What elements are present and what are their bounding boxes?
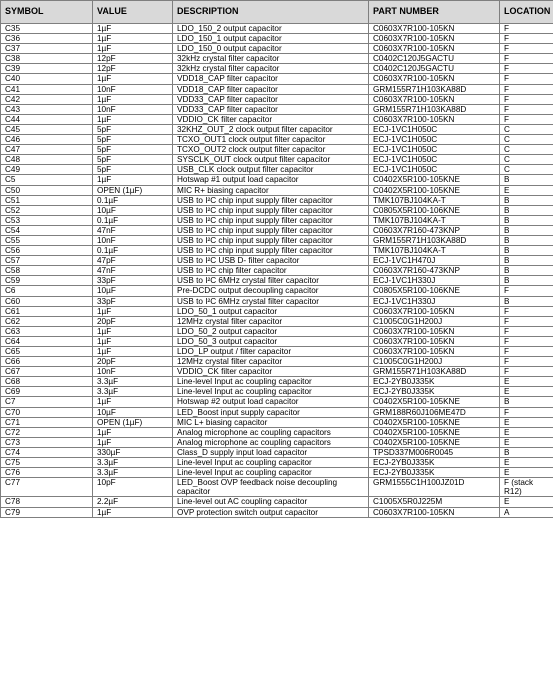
cell-description: MIC L+ biasing capacitor — [173, 417, 369, 427]
cell-part-number: GRM155R71H103KA88D — [369, 104, 500, 114]
cell-symbol: C54 — [1, 225, 93, 235]
cell-location: F (stack R12) — [500, 478, 553, 497]
cell-description: USB to I²C 6MHz crystal filter capacitor — [173, 276, 369, 286]
cell-location: B — [500, 256, 553, 266]
cell-part-number: ECJ-1VC1H470J — [369, 256, 500, 266]
cell-location: B — [500, 246, 553, 256]
cell-description: Line-level Input ac coupling capacitor — [173, 468, 369, 478]
cell-part-number: C1005C0G1H200J — [369, 357, 500, 367]
table-row — [1, 347, 553, 357]
cell-description: USB to I²C chip input supply filter capacitor — [173, 215, 369, 225]
cell-description: LDO_150_1 output capacitor — [173, 34, 369, 44]
table-row — [1, 427, 553, 437]
cell-description: USB to I²C chip input supply filter capacitor — [173, 235, 369, 245]
cell-part-number: C0603X7R100-105KN — [369, 507, 500, 517]
cell-part-number: C0402X5R100-105KNE — [369, 175, 500, 185]
table-row — [1, 458, 553, 468]
table-row — [1, 478, 553, 497]
cell-symbol: C71 — [1, 417, 93, 427]
table-row — [1, 316, 553, 326]
table-row — [1, 24, 553, 34]
cell-location: F — [500, 347, 553, 357]
cell-symbol: C48 — [1, 155, 93, 165]
cell-description: OVP protection switch output capacitor — [173, 507, 369, 517]
cell-value: 1µF — [93, 175, 173, 185]
header-symbol: SYMBOL — [1, 1, 93, 24]
cell-description: USB to I²C chip input supply filter capacitor — [173, 195, 369, 205]
cell-location: F — [500, 34, 553, 44]
cell-symbol: C58 — [1, 266, 93, 276]
cell-part-number: C0603X7R100-105KN — [369, 114, 500, 124]
cell-location: B — [500, 447, 553, 457]
cell-symbol: C72 — [1, 427, 93, 437]
cell-value: 3.3µF — [93, 468, 173, 478]
cell-location: E — [500, 437, 553, 447]
table-body — [1, 24, 553, 518]
cell-value: 1µF — [93, 114, 173, 124]
cell-value: 1µF — [93, 24, 173, 34]
cell-symbol: C45 — [1, 124, 93, 134]
cell-location: F — [500, 286, 553, 296]
cell-location: B — [500, 276, 553, 286]
cell-location: F — [500, 306, 553, 316]
cell-value: 1µF — [93, 306, 173, 316]
cell-value: 3.3µF — [93, 458, 173, 468]
cell-description: USB to I²C chip input supply filter capacitor — [173, 246, 369, 256]
cell-description: LDO_LP output / filter capacitor — [173, 347, 369, 357]
cell-part-number: TPSD337M006R0045 — [369, 447, 500, 457]
cell-location: F — [500, 54, 553, 64]
cell-location: F — [500, 357, 553, 367]
cell-part-number: ECJ-1VC1H050C — [369, 165, 500, 175]
cell-value: 1µF — [93, 94, 173, 104]
cell-value: 5pF — [93, 135, 173, 145]
cell-symbol: C57 — [1, 256, 93, 266]
cell-description: 32kHz crystal filter capacitor — [173, 64, 369, 74]
table-row — [1, 135, 553, 145]
cell-part-number: C0603X7R100-105KN — [369, 347, 500, 357]
cell-part-number: C0402X5R100-105KNE — [369, 427, 500, 437]
table-row — [1, 175, 553, 185]
cell-value: 2.2µF — [93, 497, 173, 507]
cell-description: LDO_50_2 output capacitor — [173, 326, 369, 336]
cell-part-number: C0603X7R100-105KN — [369, 94, 500, 104]
cell-part-number: GRM188R60J106ME47D — [369, 407, 500, 417]
cell-symbol: C46 — [1, 135, 93, 145]
header-part-number: PART NUMBER — [369, 1, 500, 24]
cell-value: 1µF — [93, 326, 173, 336]
cell-description: Line-level out AC coupling capacitor — [173, 497, 369, 507]
cell-description: Line-level Input ac coupling capacitor — [173, 377, 369, 387]
cell-symbol: C49 — [1, 165, 93, 175]
cell-location: C — [500, 124, 553, 134]
cell-value: 330µF — [93, 447, 173, 457]
cell-value: 3.3µF — [93, 387, 173, 397]
cell-symbol: C51 — [1, 195, 93, 205]
cell-description: 12MHz crystal filter capacitor — [173, 316, 369, 326]
cell-symbol: C5 — [1, 175, 93, 185]
cell-location: B — [500, 397, 553, 407]
cell-value: 0.1µF — [93, 215, 173, 225]
cell-value: 10pF — [93, 478, 173, 497]
table-header — [1, 1, 553, 24]
cell-part-number: C0805X5R100-106KNE — [369, 205, 500, 215]
cell-description: USB to I²C chip input supply filter capacitor — [173, 225, 369, 235]
table-row — [1, 407, 553, 417]
cell-location: F — [500, 64, 553, 74]
cell-part-number: C0603X7R160-473KNP — [369, 225, 500, 235]
cell-location: A — [500, 507, 553, 517]
cell-part-number: ECJ-1VC1H330J — [369, 296, 500, 306]
cell-description: Hotswap #2 output load capacitor — [173, 397, 369, 407]
cell-symbol: C39 — [1, 64, 93, 74]
cell-description: Hotswap #1 output load capacitor — [173, 175, 369, 185]
cell-location: C — [500, 145, 553, 155]
table-row — [1, 205, 553, 215]
cell-symbol: C75 — [1, 458, 93, 468]
cell-location: F — [500, 104, 553, 114]
cell-description: LED_Boost OVP feedback noise decoupling capacitor — [173, 478, 369, 497]
cell-value: 20pF — [93, 357, 173, 367]
cell-location: F — [500, 94, 553, 104]
cell-location: E — [500, 417, 553, 427]
cell-value: 12pF — [93, 64, 173, 74]
cell-symbol: C53 — [1, 215, 93, 225]
cell-location: C — [500, 165, 553, 175]
cell-part-number: ECJ-2YB0J335K — [369, 387, 500, 397]
cell-value: 33pF — [93, 276, 173, 286]
table-row — [1, 296, 553, 306]
cell-part-number: C0402C120J5GACTU — [369, 64, 500, 74]
cell-location: F — [500, 326, 553, 336]
table-row — [1, 377, 553, 387]
cell-part-number: C1005X5R0J225M — [369, 497, 500, 507]
cell-part-number: C0603X7R100-105KN — [369, 44, 500, 54]
cell-value: 1µF — [93, 44, 173, 54]
cell-value: 1µF — [93, 437, 173, 447]
cell-value: 5pF — [93, 165, 173, 175]
table-row — [1, 215, 553, 225]
cell-value: 33pF — [93, 296, 173, 306]
cell-value: 1µF — [93, 427, 173, 437]
cell-part-number: GRM155R71H103KA88D — [369, 367, 500, 377]
cell-symbol: C64 — [1, 336, 93, 346]
cell-part-number: ECJ-2YB0J335K — [369, 458, 500, 468]
cell-description: Analog microphone ac coupling capacitors — [173, 427, 369, 437]
cell-description: LDO_150_0 output capacitor — [173, 44, 369, 54]
cell-description: USB to I²C chip filter capacitor — [173, 266, 369, 276]
table-row — [1, 155, 553, 165]
cell-symbol: C76 — [1, 468, 93, 478]
cell-part-number: ECJ-1VC1H330J — [369, 276, 500, 286]
cell-description: Class_D supply input load capacitor — [173, 447, 369, 457]
cell-value: 5pF — [93, 145, 173, 155]
cell-description: LDO_50_1 output capacitor — [173, 306, 369, 316]
cell-value: 1µF — [93, 507, 173, 517]
table-row — [1, 195, 553, 205]
cell-symbol: C44 — [1, 114, 93, 124]
cell-symbol: C6 — [1, 286, 93, 296]
table-row — [1, 397, 553, 407]
table-row — [1, 225, 553, 235]
table-row — [1, 74, 553, 84]
cell-location: B — [500, 195, 553, 205]
cell-part-number: C0603X7R100-105KN — [369, 326, 500, 336]
cell-part-number: C0402X5R100-105KNE — [369, 185, 500, 195]
cell-symbol: C61 — [1, 306, 93, 316]
cell-description: 32kHz crystal filter capacitor — [173, 54, 369, 64]
cell-value: 1µF — [93, 347, 173, 357]
table-row — [1, 256, 553, 266]
table-row — [1, 387, 553, 397]
cell-location: F — [500, 367, 553, 377]
cell-description: MIC R+ biasing capacitor — [173, 185, 369, 195]
table-row — [1, 266, 553, 276]
cell-description: USB to I²C USB D- filter capacitor — [173, 256, 369, 266]
table-row — [1, 104, 553, 114]
cell-part-number: C0603X7R100-105KN — [369, 306, 500, 316]
cell-location: B — [500, 175, 553, 185]
cell-value: 20pF — [93, 316, 173, 326]
cell-symbol: C36 — [1, 34, 93, 44]
header-location: LOCATION — [500, 1, 553, 24]
table-row — [1, 145, 553, 155]
table-row — [1, 306, 553, 316]
cell-value: 1µF — [93, 74, 173, 84]
cell-symbol: C77 — [1, 478, 93, 497]
cell-description: USB to I²C 6MHz crystal filter capacitor — [173, 296, 369, 306]
cell-symbol: C74 — [1, 447, 93, 457]
table-row — [1, 447, 553, 457]
cell-part-number: C0402C120J5GACTU — [369, 54, 500, 64]
cell-location: E — [500, 468, 553, 478]
cell-value: 0.1µF — [93, 246, 173, 256]
cell-location: B — [500, 235, 553, 245]
cell-part-number: C0603X7R100-105KN — [369, 24, 500, 34]
cell-value: 10nF — [93, 235, 173, 245]
cell-description: Pre-DCDC output decoupling capacitor — [173, 286, 369, 296]
cell-symbol: C73 — [1, 437, 93, 447]
cell-value: OPEN (1µF) — [93, 417, 173, 427]
cell-value: 1µF — [93, 336, 173, 346]
table-row — [1, 114, 553, 124]
cell-description: LDO_150_2 output capacitor — [173, 24, 369, 34]
table-row — [1, 336, 553, 346]
cell-location: E — [500, 377, 553, 387]
cell-location: B — [500, 296, 553, 306]
cell-value: 47nF — [93, 266, 173, 276]
cell-symbol: C65 — [1, 347, 93, 357]
cell-description: VDD18_CAP filter capacitor — [173, 74, 369, 84]
table-row — [1, 286, 553, 296]
cell-symbol: C50 — [1, 185, 93, 195]
table-row — [1, 94, 553, 104]
cell-symbol: C40 — [1, 74, 93, 84]
cell-location: E — [500, 387, 553, 397]
cell-value: 10nF — [93, 367, 173, 377]
table-row — [1, 357, 553, 367]
table-row — [1, 437, 553, 447]
cell-symbol: C37 — [1, 44, 93, 54]
cell-value: 5pF — [93, 155, 173, 165]
table-row — [1, 417, 553, 427]
cell-part-number: C0603X7R100-105KN — [369, 74, 500, 84]
cell-symbol: C43 — [1, 104, 93, 114]
cell-location: E — [500, 427, 553, 437]
cell-part-number: C0805X5R100-106KNE — [369, 286, 500, 296]
cell-symbol: C59 — [1, 276, 93, 286]
cell-symbol: C79 — [1, 507, 93, 517]
cell-part-number: ECJ-1VC1H050C — [369, 135, 500, 145]
cell-location: C — [500, 155, 553, 165]
cell-description: USB to I²C chip input supply filter capacitor — [173, 205, 369, 215]
cell-location: F — [500, 24, 553, 34]
header-value: VALUE — [93, 1, 173, 24]
cell-location: F — [500, 336, 553, 346]
cell-part-number: ECJ-1VC1H050C — [369, 145, 500, 155]
cell-location: E — [500, 458, 553, 468]
cell-location: F — [500, 74, 553, 84]
cell-symbol: C35 — [1, 24, 93, 34]
cell-symbol: C56 — [1, 246, 93, 256]
cell-symbol: C63 — [1, 326, 93, 336]
cell-part-number: ECJ-2YB0J335K — [369, 377, 500, 387]
cell-description: Analog microphone ac coupling capacitors — [173, 437, 369, 447]
cell-symbol: C62 — [1, 316, 93, 326]
table-row — [1, 235, 553, 245]
cell-location: F — [500, 407, 553, 417]
cell-symbol: C38 — [1, 54, 93, 64]
cell-value: 1µF — [93, 34, 173, 44]
cell-symbol: C47 — [1, 145, 93, 155]
cell-location: F — [500, 44, 553, 54]
cell-part-number: ECJ-2YB0J335K — [369, 468, 500, 478]
cell-part-number: C0402X5R100-105KNE — [369, 437, 500, 447]
cell-part-number: C0603X7R160-473KNP — [369, 266, 500, 276]
cell-value: 47pF — [93, 256, 173, 266]
table-row — [1, 497, 553, 507]
table-row — [1, 84, 553, 94]
cell-description: VDD18_CAP filter capacitor — [173, 84, 369, 94]
table-row — [1, 124, 553, 134]
cell-location: F — [500, 84, 553, 94]
cell-symbol: C42 — [1, 94, 93, 104]
cell-part-number: GRM1555C1H100JZ01D — [369, 478, 500, 497]
table-row — [1, 64, 553, 74]
table-row — [1, 276, 553, 286]
cell-part-number: GRM155R71H103KA88D — [369, 84, 500, 94]
cell-part-number: ECJ-1VC1H050C — [369, 124, 500, 134]
cell-description: 12MHz crystal filter capacitor — [173, 357, 369, 367]
cell-description: TCXO_OUT2 clock output filter capacitor — [173, 145, 369, 155]
cell-description: VDDIO_CK filter capacitor — [173, 367, 369, 377]
cell-symbol: C67 — [1, 367, 93, 377]
cell-symbol: C52 — [1, 205, 93, 215]
table-row — [1, 34, 553, 44]
cell-part-number: TMK107BJ104KA-T — [369, 195, 500, 205]
header-description: DESCRIPTION — [173, 1, 369, 24]
cell-description: 32KHZ_OUT_2 clock output filter capacitor — [173, 124, 369, 134]
cell-part-number: C0603X7R100-105KN — [369, 336, 500, 346]
cell-part-number: TMK107BJ104KA-T — [369, 215, 500, 225]
cell-description: LDO_50_3 output capacitor — [173, 336, 369, 346]
cell-symbol: C7 — [1, 397, 93, 407]
cell-part-number: ECJ-1VC1H050C — [369, 155, 500, 165]
cell-symbol: C66 — [1, 357, 93, 367]
cell-part-number: GRM155R71H103KA88D — [369, 235, 500, 245]
cell-value: 3.3µF — [93, 377, 173, 387]
cell-symbol: C60 — [1, 296, 93, 306]
table-row — [1, 44, 553, 54]
cell-part-number: C0603X7R100-105KN — [369, 34, 500, 44]
cell-symbol: C41 — [1, 84, 93, 94]
table-row — [1, 326, 553, 336]
cell-value: 0.1µF — [93, 195, 173, 205]
cell-value: 5pF — [93, 124, 173, 134]
cell-value: OPEN (1µF) — [93, 185, 173, 195]
cell-description: USB_CLK clock output filter capacitor — [173, 165, 369, 175]
cell-symbol: C70 — [1, 407, 93, 417]
cell-value: 47nF — [93, 225, 173, 235]
cell-description: SYSCLK_OUT clock output filter capacitor — [173, 155, 369, 165]
cell-symbol: C78 — [1, 497, 93, 507]
cell-location: E — [500, 497, 553, 507]
table-row — [1, 165, 553, 175]
cell-value: 10µF — [93, 205, 173, 215]
cell-symbol: C55 — [1, 235, 93, 245]
cell-part-number: C0402X5R100-105KNE — [369, 397, 500, 407]
cell-part-number: C0402X5R100-105KNE — [369, 417, 500, 427]
cell-description: LED_Boost input supply capacitor — [173, 407, 369, 417]
cell-value: 10µF — [93, 407, 173, 417]
cell-location: F — [500, 114, 553, 124]
cell-symbol: C69 — [1, 387, 93, 397]
table-row — [1, 367, 553, 377]
cell-value: 10nF — [93, 84, 173, 94]
table-row — [1, 468, 553, 478]
cell-description: Line-level Input ac coupling capacitor — [173, 458, 369, 468]
header-row — [1, 1, 553, 24]
cell-description: VDDIO_CK filter capacitor — [173, 114, 369, 124]
cell-value: 12pF — [93, 54, 173, 64]
cell-description: VDD33_CAP filter capacitor — [173, 94, 369, 104]
cell-location: B — [500, 215, 553, 225]
cell-location: B — [500, 225, 553, 235]
cell-description: TCXO_OUT1 clock output filter capacitor — [173, 135, 369, 145]
cell-part-number: TMK107BJ104KA-T — [369, 246, 500, 256]
cell-location: B — [500, 205, 553, 215]
table-row — [1, 507, 553, 517]
cell-description: Line-level Input ac coupling capacitor — [173, 387, 369, 397]
cell-description: VDD33_CAP filter capacitor — [173, 104, 369, 114]
cell-value: 1µF — [93, 397, 173, 407]
cell-part-number: C1005C0G1H200J — [369, 316, 500, 326]
table-row — [1, 246, 553, 256]
table-row — [1, 54, 553, 64]
cell-symbol: C68 — [1, 377, 93, 387]
cell-value: 10µF — [93, 286, 173, 296]
cell-location: F — [500, 316, 553, 326]
cell-location: E — [500, 185, 553, 195]
cell-value: 10nF — [93, 104, 173, 114]
cell-location: B — [500, 266, 553, 276]
cell-location: C — [500, 135, 553, 145]
table-row — [1, 185, 553, 195]
